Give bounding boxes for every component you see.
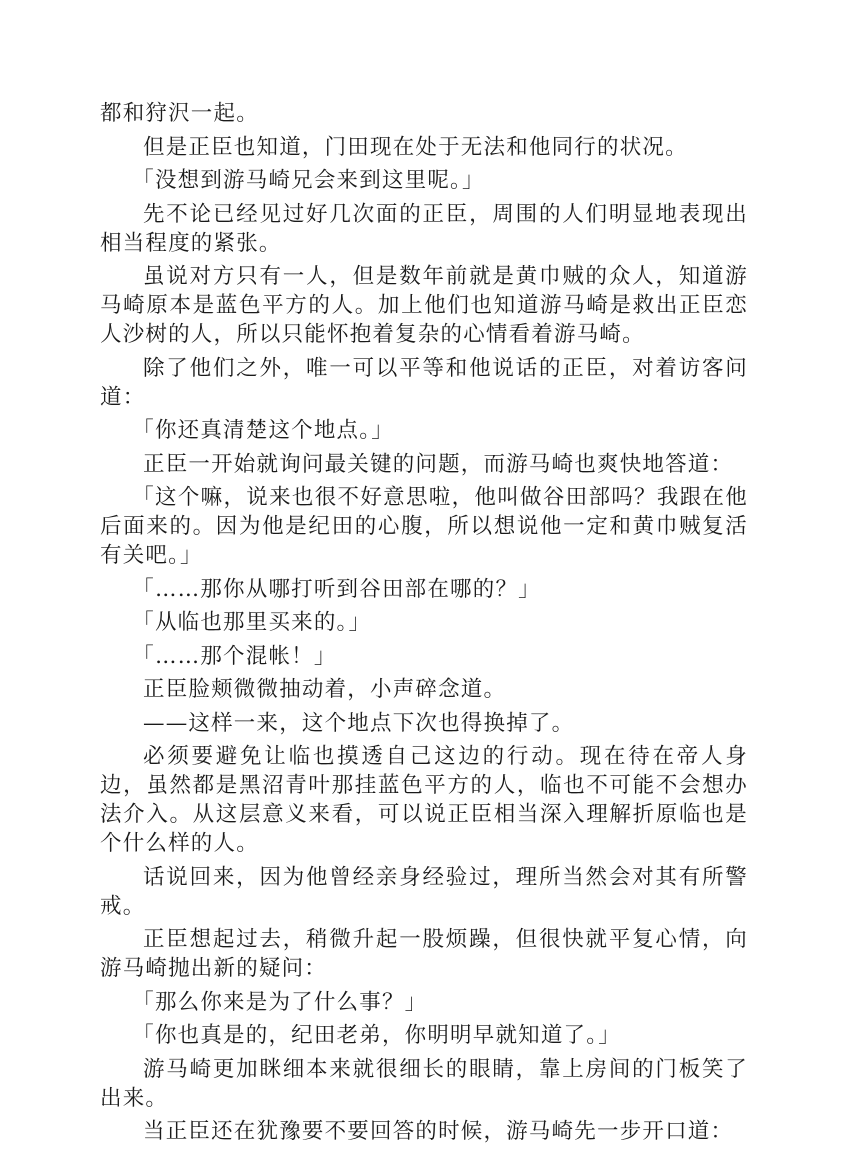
dialogue-paragraph: 「没想到游马崎兄会来到这里呢。」	[132, 168, 485, 193]
paragraph: 虽说对方只有一人，但是数年前就是黄巾贼的众人，知道游马崎原本是蓝色平方的人。加上他们也知道游马崎是救出正臣恋人沙树的人，所以只能怀抱着复杂的心情看着游马崎。	[100, 264, 748, 347]
paragraph: 必须要避免让临也摸透自己这边的行动。现在待在帝人身边，虽然都是黑沼青叶那挂蓝色平方的人，临也不可能不会想办法介入。从这层意义来看，可以说正臣相当深入理解折原临也是个什么样的人。	[100, 744, 748, 856]
paragraph: 但是正臣也知道，门田现在处于无法和他同行的状况。	[143, 134, 688, 160]
paragraph: 当正臣还在犹豫要不要回答的时候，游马崎先一步开口道：	[143, 1119, 734, 1144]
paragraph: 除了他们之外，唯一可以平等和他说话的正臣，对着访客问道：	[100, 355, 748, 410]
dialogue-paragraph: 「你也真是的，纪田老弟，你明明早就知道了。」	[132, 1023, 621, 1048]
dialogue-paragraph: 「……那你从哪打听到谷田部在哪的？」	[132, 576, 541, 602]
dialogue-paragraph: 「那么你来是为了什么事？」	[132, 989, 428, 1015]
paragraph: 正臣一开始就询问最关键的问题，而游马崎也爽快地答道：	[143, 451, 734, 477]
paragraph-continuation: 都和狩沢一起。	[100, 101, 259, 126]
dialogue-paragraph: 「这个嘛，说来也很不好意思啦，他叫做谷田部吗？我跟在他后面来的。因为他是纪田的心腹，所以想说他一定和黄巾贼复活有关吧。」	[100, 485, 748, 568]
dialogue-paragraph: 「从临也那里买来的。」	[132, 610, 372, 635]
paragraph: 正臣脸颊微微抽动着，小声碎念道。	[143, 677, 507, 702]
paragraph: 正臣想起过去，稍微升起一股烦躁，但很快就平复心情，向游马崎抛出新的疑问：	[100, 927, 748, 981]
document-page	[100, 99, 748, 1151]
paragraph: 话说回来，因为他曾经亲身经验过，理所当然会对其有所警戒。	[100, 864, 748, 919]
paragraph: 先不论已经见过好几次面的正臣，周围的人们明显地表现出相当程度的紧张。	[100, 201, 748, 256]
paragraph: 游马崎更加眯细本来就很细长的眼睛，靠上房间的门板笑了出来。	[100, 1056, 748, 1111]
paragraph: ——这样一来，这个地点下次也得换掉了。	[143, 710, 575, 736]
dialogue-paragraph: 「……那个混帐！」	[132, 643, 337, 669]
dialogue-paragraph: 「你还真清楚这个地点。」	[132, 418, 394, 443]
